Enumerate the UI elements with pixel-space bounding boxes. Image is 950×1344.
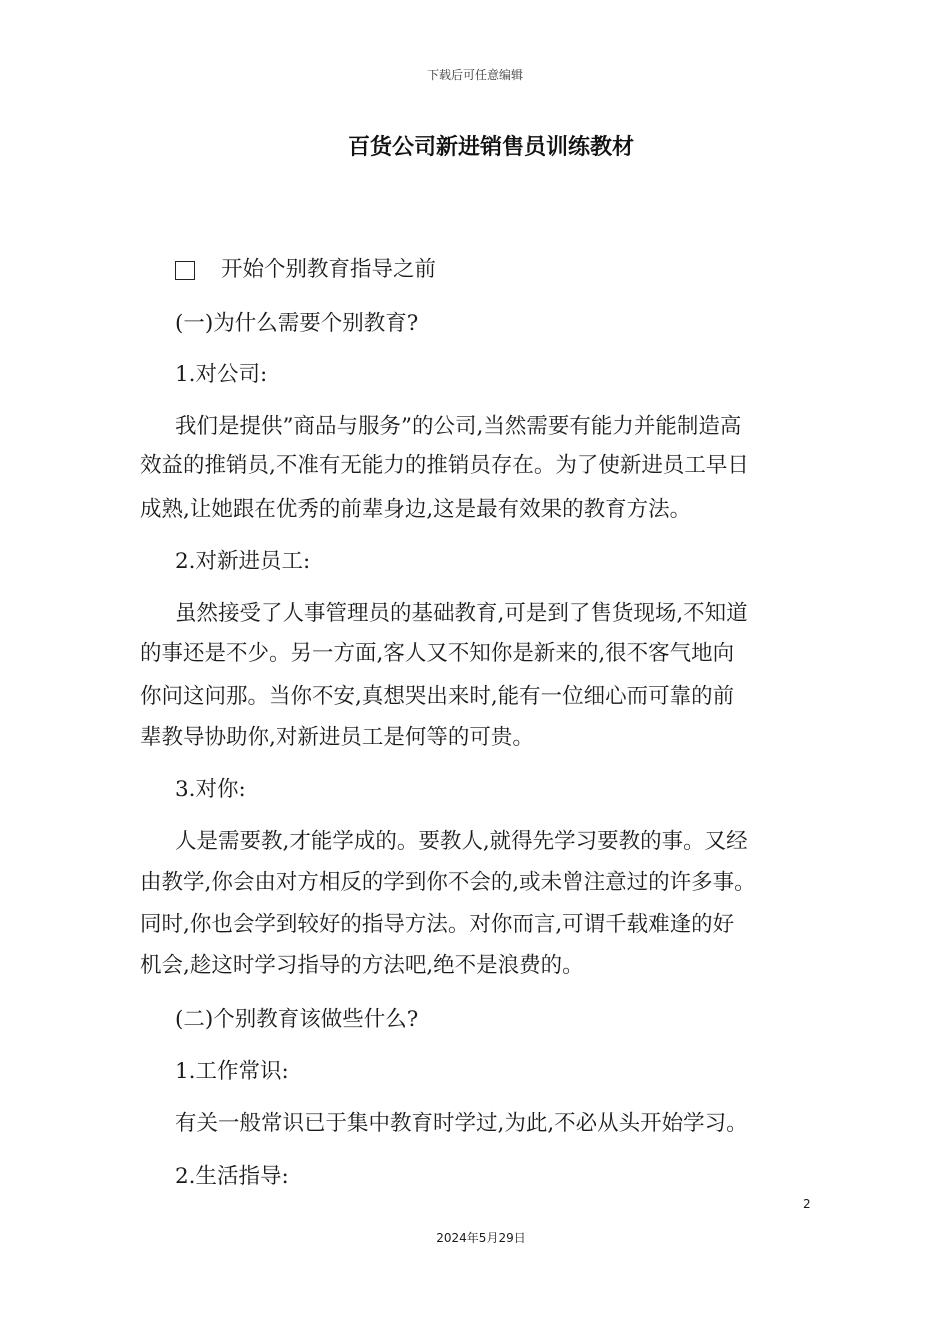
item-label: 1.工作常识: [175,1059,289,1084]
page-header: 下载后可任意编辑 [426,68,523,82]
paragraph-line: 成熟,让她跟在优秀的前辈身边,这是最有效果的教育方法。 [140,497,692,522]
checkbox-heading: 开始个别教育指导之前 [221,257,437,282]
document-title: 百货公司新进销售员训练教材 [347,135,634,160]
item-label: 2.生活指导: [175,1164,289,1189]
paragraph-line: 辈教导协助你,对新进员工是何等的可贵。 [140,725,534,750]
paragraph-line: 由教学,你会由对方相反的学到你不会的,或未曾注意过的许多事。 [140,870,756,895]
item-label: 1.对公司: [175,362,268,387]
paragraph-line: 效益的推销员,不准有无能力的推销员存在。为了使新进员工早日 [140,453,749,478]
paragraph-line: 虽然接受了人事管理员的基础教育,可是到了售货现场,不知道 [175,601,748,626]
page-number: 2 [803,1197,811,1211]
paragraph-line: 机会,趁这时学习指导的方法吧,绝不是浪费的。 [140,953,584,978]
paragraph-line: 的事还是不少。另一方面,客人又不知你是新来的,很不客气地向 [140,641,735,666]
section-heading-1: (一)为什么需要个别教育? [175,311,419,336]
item-label: 2.对新进员工: [175,549,311,574]
paragraph-line: 有关一般常识已于集中教育时学过,为此,不必从头开始学习。 [175,1111,748,1136]
paragraph-line: 你问这问那。当你不安,真想哭出来时,能有一位细心而可靠的前 [140,684,735,709]
paragraph-line: 我们是提供”商品与服务”的公司,当然需要有能力并能制造高 [175,414,742,439]
paragraph-line: 人是需要教,才能学成的。要教人,就得先学习要教的事。又经 [175,829,748,854]
checkbox-icon[interactable] [175,261,195,280]
section-heading-2: (二)个别教育该做些什么? [175,1007,419,1032]
paragraph-line: 同时,你也会学到较好的指导方法。对你而言,可谓千载难逢的好 [140,912,735,937]
item-label: 3.对你: [175,777,246,802]
page-footer-date: 2024年5月29日 [436,1231,526,1245]
